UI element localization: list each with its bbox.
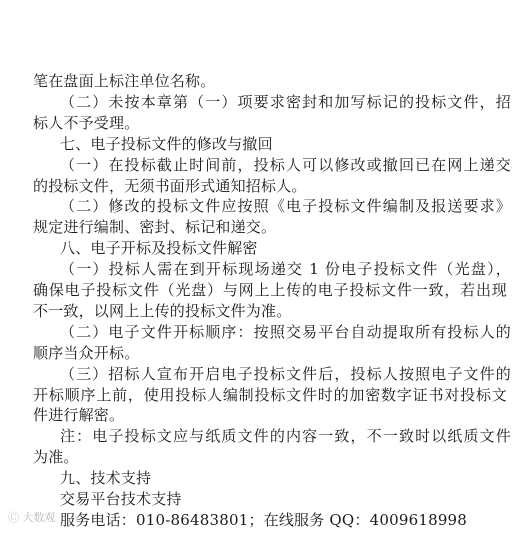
text-line: （一）在投标截止时间前，投标人可以修改或撤回已在网上递交 xyxy=(60,156,511,174)
text-line: 为准。 xyxy=(33,448,79,466)
text-line: 开标顺序上前，使用投标人编制投标文件时的加密数字证书对投标文 xyxy=(33,386,507,404)
section-heading: 八、电子开标及投标文件解密 xyxy=(60,239,258,257)
text-line: （三）招标人宣布开启电子投标文件后，投标人按照电子文件的 xyxy=(60,365,511,383)
text-line: （二）未按本章第（一）项要求密封和加写标记的投标文件，招 xyxy=(60,93,511,111)
section-heading: 九、技术支持 xyxy=(60,469,152,487)
watermark: Ⓒ 大数观 xyxy=(8,511,56,524)
section-heading: 七、电子投标文件的修改与撤回 xyxy=(60,135,273,153)
text-line: 规定进行编制、密封、标记和递交。 xyxy=(33,218,277,236)
text-line: 确保电子投标文件（光盘）与网上上传的电子投标文件一致，若出现 xyxy=(33,281,507,299)
text-line: 交易平台技术支持 xyxy=(60,490,182,508)
text-line: （二）电子文件开标顺序：按照交易平台自动提取所有投标人的 xyxy=(60,323,511,341)
text-line: 不一致，以网上上传的投标文件为准。 xyxy=(33,302,292,320)
text-line: （二）修改的投标文件应按照《电子投标文件编制及报送要求》 xyxy=(60,197,511,215)
text-line: 笔在盘面上标注单位名称。 xyxy=(33,72,216,90)
text-line: 注：电子投标文应与纸质文件的内容一致，不一致时以纸质文件 xyxy=(60,427,511,445)
text-line: 服务电话：010-86483801；在线服务 QQ：4009618998 xyxy=(60,511,468,529)
text-line: 的投标文件，无须书面形式通知招标人。 xyxy=(33,177,307,195)
text-line: （一）投标人需在到开标现场递交 1 份电子投标文件（光盘）， xyxy=(60,260,511,278)
text-line: 标人不予受理。 xyxy=(33,114,140,132)
text-line: 件进行解密。 xyxy=(33,406,125,424)
text-line: 顺序当众开标。 xyxy=(33,344,140,362)
